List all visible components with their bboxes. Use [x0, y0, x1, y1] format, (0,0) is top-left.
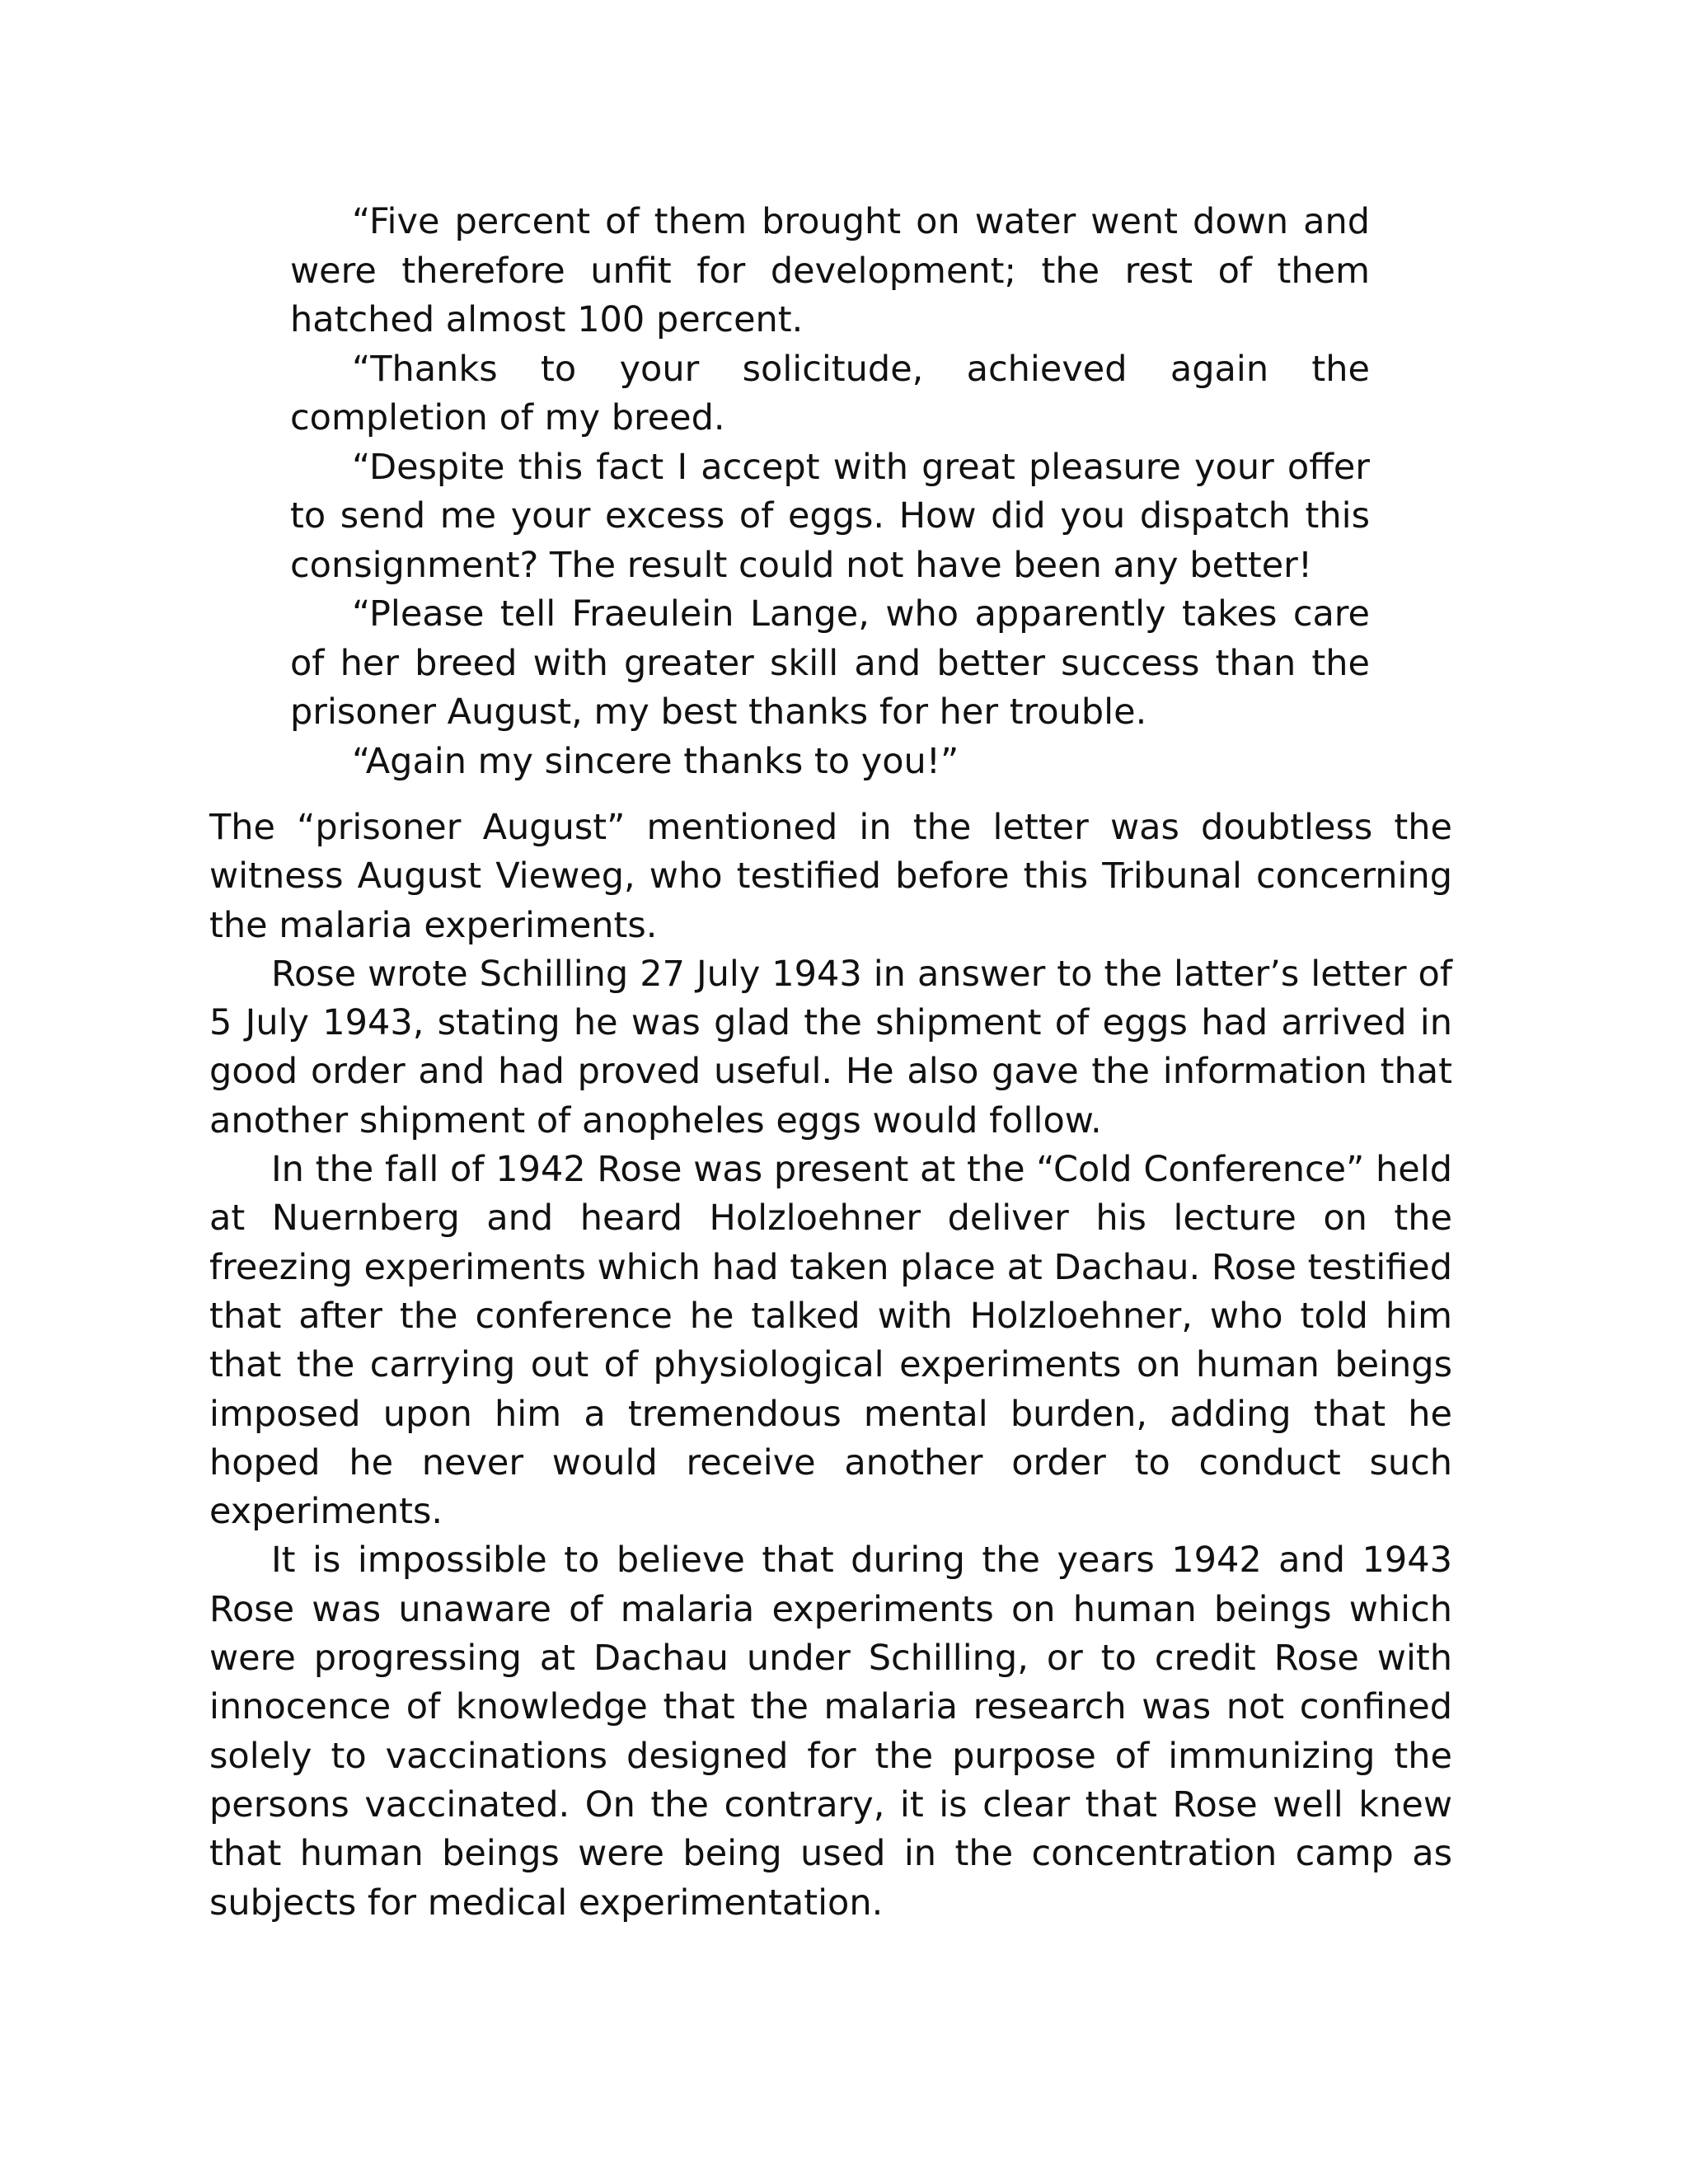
body-paragraph: The “prisoner August” mentioned in the letter was doubtless the witness August Vieweg, who testified before this Tribunal concerning the malaria experiments. — [209, 807, 1452, 946]
quote-paragraph: “Five percent of them brought on water went down and were therefore unfit for development; the rest of them hatched almost 100 percent. — [290, 201, 1370, 340]
body-paragraph: In the fall of 1942 Rose was present at the “Cold Conference” held at Nuernberg and heard Holzloehner deliver his lecture on the freezing experiments which had taken place at Dachau. Rose testified that after the conference he talked with Holzloehner, who told him that the carrying out of physiological experiments on human beings imposed upon him a tremendous mental burden, adding that he hoped he never would receive another order to conduct such experiments. — [209, 1149, 1452, 1533]
quote-paragraph: “Despite this fact I accept with great pleasure your offer to send me your excess of eggs. How did you dispatch this consignment? The result could not have been any better! — [290, 446, 1370, 586]
quote-paragraph: “Thanks to your solicitude, achieved again the completion of my breed. — [290, 348, 1370, 438]
body-paragraph: Rose wrote Schilling 27 July 1943 in answer to the latter’s letter of 5 July 1943, stating he was glad the shipment of eggs had arrived in good order and had proved useful. He also gave the information that another shipment of anopheles eggs would follow. — [209, 953, 1452, 1141]
quote-paragraph: “Please tell Fraeulein Lange, who apparently takes care of her breed with greater skill and better success than the prisoner August, my best thanks for her trouble. — [290, 593, 1370, 733]
body-paragraph: It is impossible to believe that during the years 1942 and 1943 Rose was unaware of malaria experiments on human beings which were progressing at Dachau under Schilling, or to credit Rose with innocence of knowledge that the malaria research was not confined solely to vaccinations designed for the purpose of immunizing the persons vaccinated. On the contrary, it is clear that Rose well knew that human beings were being used in the concentration camp as subjects for medical experimentation. — [209, 1540, 1452, 1924]
quoted-letter-block — [290, 198, 1370, 786]
quote-paragraph: “Again my sincere thanks to you!” — [352, 740, 959, 782]
body-text-block — [209, 804, 1452, 1928]
